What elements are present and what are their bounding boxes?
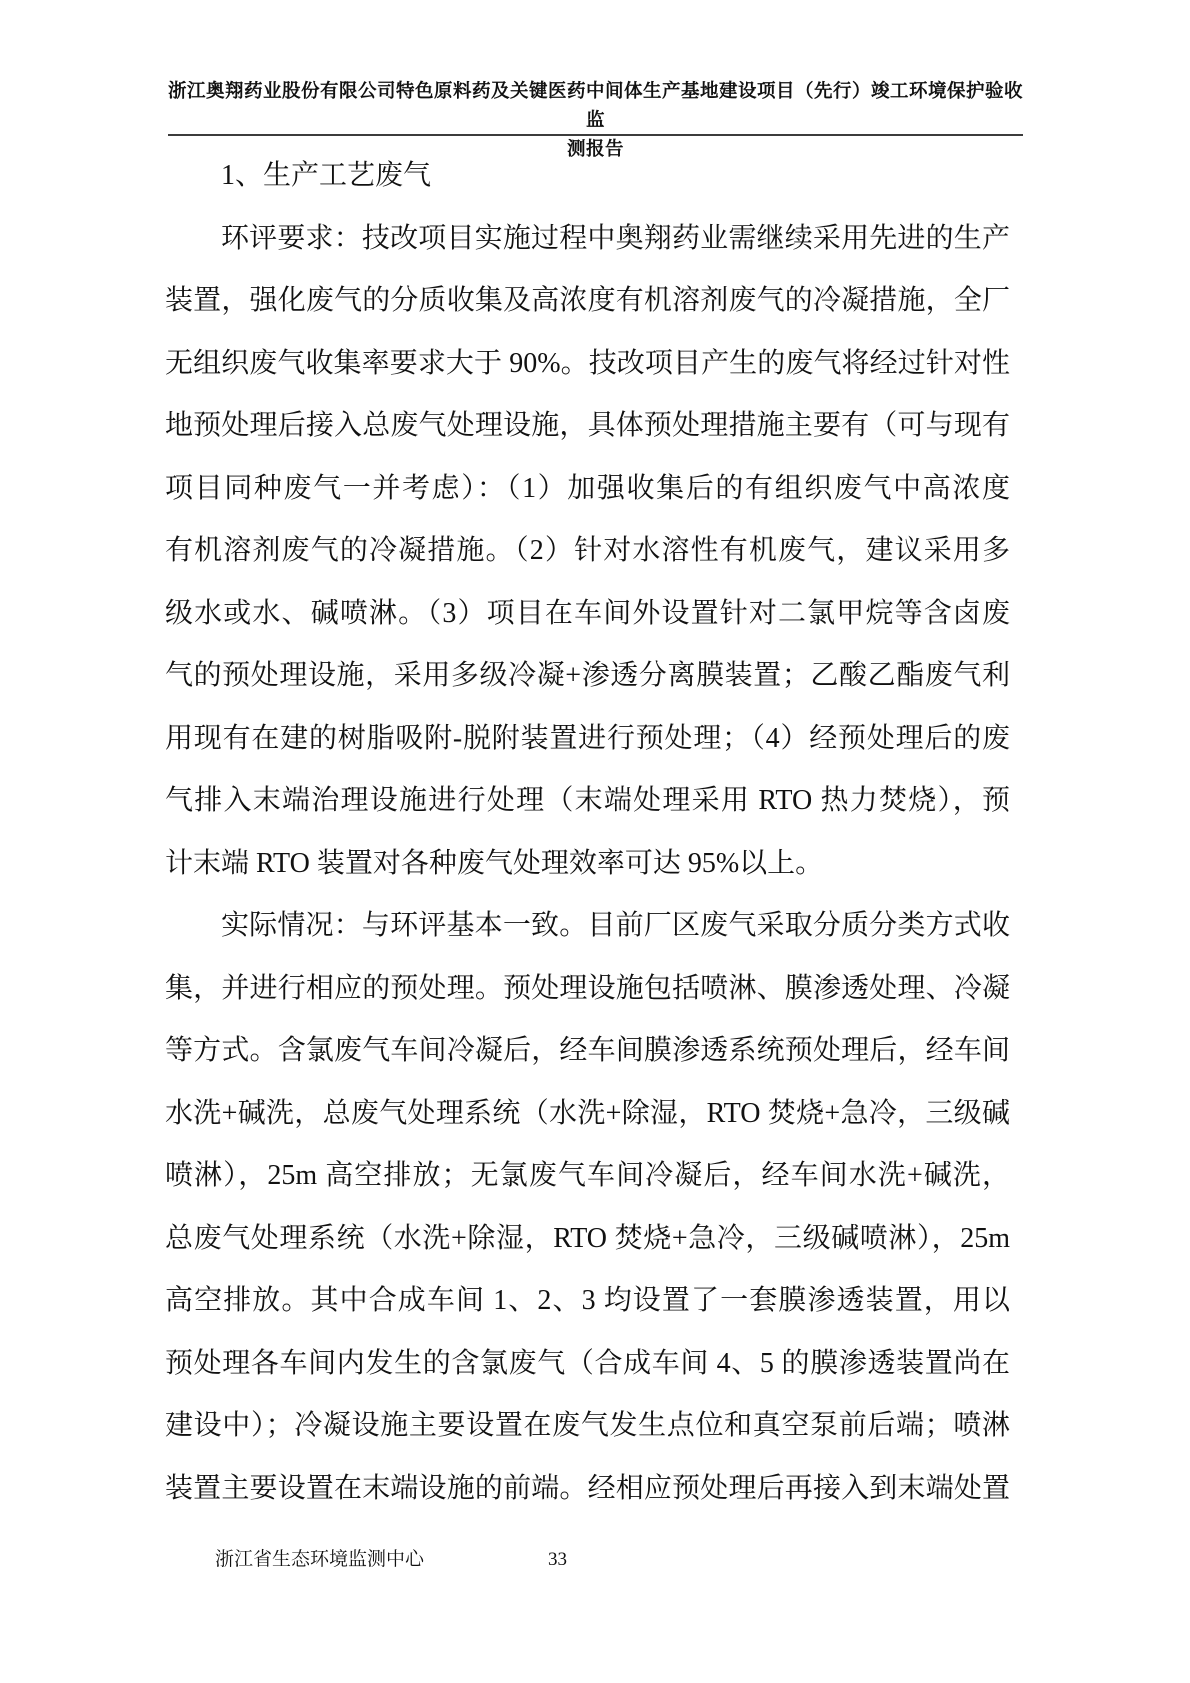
paragraph-line: 装置，强化废气的分质收集及高浓度有机溶剂废气的冷凝措施，全厂 (165, 285, 1010, 316)
header-title-line2: 测报告 (566, 140, 624, 160)
section-heading: 1、生产工艺废气 (221, 160, 432, 191)
paragraph-line: 地预处理后接入总废气处理设施，具体预处理措施主要有（可与现有 (165, 410, 1010, 441)
paragraph-line: 集，并进行相应的预处理。预处理设施包括喷淋、膜渗透处理、冷凝 (165, 972, 1010, 1004)
paragraph-line: 无组织废气收集率要求大于 90%。技改项目产生的废气将经过针对性 (165, 347, 1010, 379)
paragraph-line: 项目同种废气一并考虑）：（1）加强收集后的有组织废气中高浓度 (165, 472, 1010, 504)
paragraph-line: 预处理各车间内发生的含氯废气（合成车间 4、5 的膜渗透装置尚在 (165, 1347, 1010, 1379)
paragraph-line: 气的预处理设施，采用多级冷凝+渗透分离膜装置；乙酸乙酯废气利 (165, 660, 1010, 691)
paragraph-line: 装置主要设置在末端设施的前端。经相应预处理后再接入到末端处置 (165, 1472, 1010, 1504)
paragraph-line: 计末端 RTO 装置对各种废气处理效率可达 95%以上。 (165, 847, 824, 879)
header-rule (168, 134, 1023, 136)
paragraph-line: 用现有在建的树脂吸附-脱附装置进行预处理；（4）经预处理后的废 (165, 722, 1010, 754)
paragraph-line: 环评要求：技改项目实施过程中奥翔药业需继续采用先进的生产 (221, 222, 1010, 254)
paragraph-line: 实际情况：与环评基本一致。目前厂区废气采取分质分类方式收 (221, 910, 1010, 941)
paragraph-line: 级水或水、碱喷淋。（3）项目在车间外设置针对二氯甲烷等含卤废 (165, 597, 1010, 629)
paragraph-line: 总废气处理系统（水洗+除湿，RTO 焚烧+急冷，三级碱喷淋），25m (165, 1222, 1010, 1254)
paragraph-line: 喷淋），25m 高空排放；无氯废气车间冷凝后，经车间水洗+碱洗， (165, 1160, 1010, 1191)
paragraph-line: 水洗+碱洗，总废气处理系统（水洗+除湿，RTO 焚烧+急冷，三级碱 (165, 1097, 1010, 1129)
footer-page-number: 33 (548, 1549, 567, 1570)
paragraph-line: 等方式。含氯废气车间冷凝后，经车间膜渗透系统预处理后，经车间 (165, 1035, 1010, 1066)
paragraph-line: 有机溶剂废气的冷凝措施。（2）针对水溶性有机废气，建议采用多 (165, 535, 1010, 566)
document-body (165, 145, 1010, 1520)
paragraph-line: 气排入末端治理设施进行处理（末端处理采用 RTO 热力焚烧），预 (165, 785, 1010, 816)
paragraph-line: 高空排放。其中合成车间 1、2、3 均设置了一套膜渗透装置，用以 (165, 1285, 1010, 1316)
header-title-line1: 浙江奥翔药业股份有限公司特色原料药及关键医药中间体生产基地建设项目（先行）竣工环境保护验收监 (168, 82, 1024, 131)
footer-organization: 浙江省生态环境监测中心 (215, 1549, 425, 1570)
paragraph-line: 建设中）；冷凝设施主要设置在废气发生点位和真空泵前后端；喷淋 (165, 1410, 1010, 1441)
